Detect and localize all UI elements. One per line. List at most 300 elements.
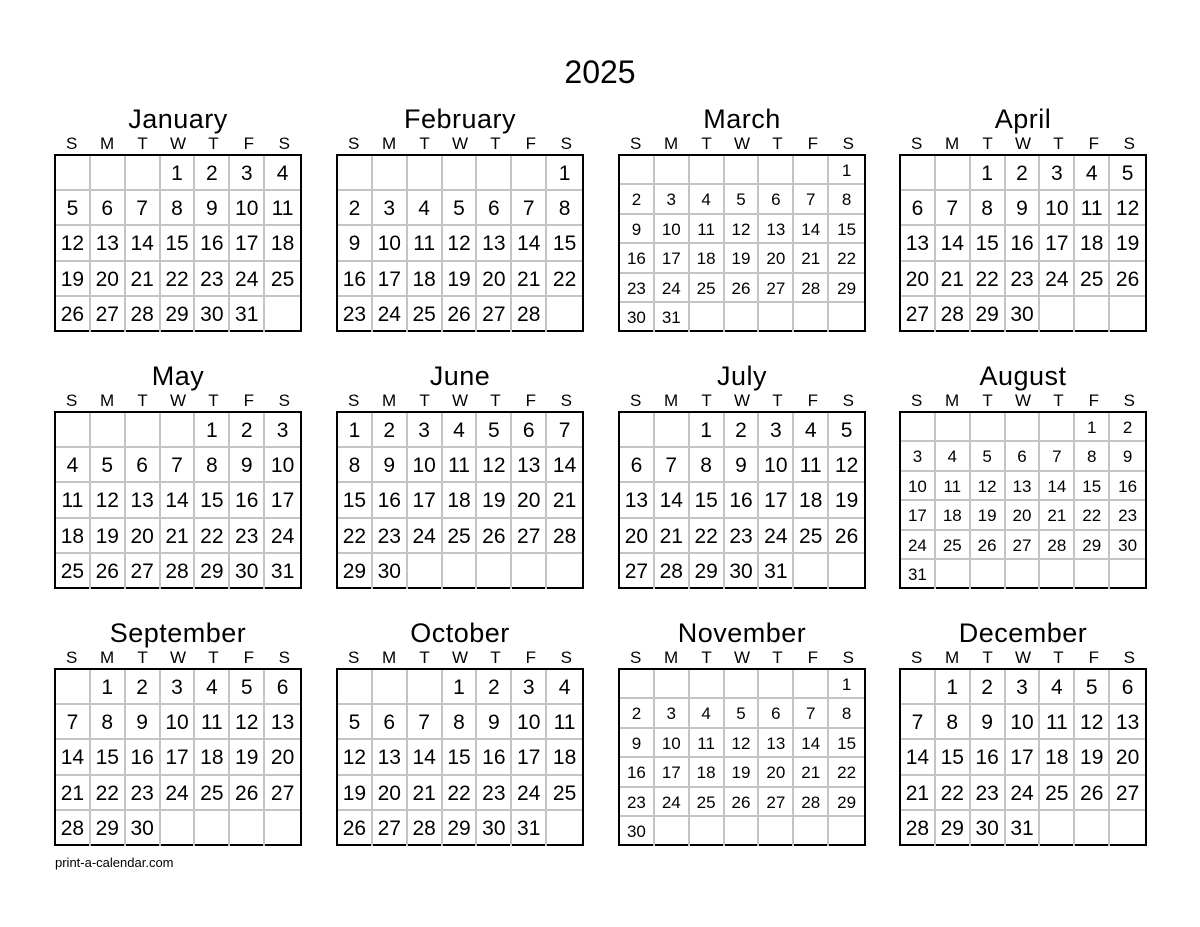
month-grid [54, 668, 302, 846]
day-cell: 13 [91, 226, 126, 261]
weekday-label: F [243, 391, 255, 410]
day-cell: 16 [620, 758, 655, 787]
day-cell: 11 [794, 448, 829, 483]
day-cell: 8 [547, 191, 582, 226]
day-cell: 17 [901, 501, 936, 530]
weekday-label: T [419, 648, 430, 667]
day-cell: 23 [230, 519, 265, 554]
empty-cell [901, 156, 936, 191]
day-cell: 24 [655, 788, 690, 817]
weekday-label: S [348, 391, 360, 410]
empty-cell [829, 554, 864, 589]
weekday-label: F [807, 391, 819, 410]
weekday-label: W [451, 391, 468, 410]
weekday-label: M [664, 391, 679, 410]
month-october [336, 618, 584, 846]
day-cell: 6 [759, 185, 794, 214]
empty-cell [829, 303, 864, 332]
empty-cell [725, 303, 760, 332]
day-cell: 28 [794, 274, 829, 303]
weekday-header [618, 134, 866, 154]
day-cell: 15 [338, 483, 373, 518]
day-cell: 3 [512, 670, 547, 705]
empty-cell [655, 156, 690, 185]
day-cell: 12 [971, 472, 1006, 501]
day-cell: 18 [794, 483, 829, 518]
day-cell: 28 [901, 811, 936, 846]
weekday-label: M [382, 648, 397, 667]
day-cell: 23 [620, 274, 655, 303]
day-cell: 7 [547, 413, 582, 448]
empty-cell [547, 297, 582, 332]
day-cell: 21 [126, 262, 161, 297]
day-cell: 25 [408, 297, 443, 332]
day-cell: 19 [829, 483, 864, 518]
day-cell: 27 [477, 297, 512, 332]
day-cell: 27 [1110, 776, 1145, 811]
footer-text: print-a-calendar.com [55, 855, 174, 870]
day-cell: 8 [829, 699, 864, 728]
day-cell: 3 [265, 413, 300, 448]
day-cell: 9 [477, 705, 512, 740]
empty-cell [408, 156, 443, 191]
weekday-label: T [701, 134, 712, 153]
empty-cell [1006, 560, 1041, 589]
day-cell: 6 [265, 670, 300, 705]
day-cell: 3 [901, 442, 936, 471]
weekday-label: T [982, 648, 993, 667]
day-cell: 24 [901, 531, 936, 560]
day-cell: 13 [477, 226, 512, 261]
day-cell: 2 [230, 413, 265, 448]
day-cell: 6 [620, 448, 655, 483]
day-cell: 23 [620, 788, 655, 817]
month-name: April [994, 104, 1052, 134]
day-cell: 19 [230, 740, 265, 775]
empty-cell [56, 413, 91, 448]
day-cell: 2 [620, 699, 655, 728]
day-cell: 30 [373, 554, 408, 589]
day-cell: 10 [901, 472, 936, 501]
weekday-label: S [842, 391, 854, 410]
day-cell: 18 [690, 244, 725, 273]
month-name: February [403, 104, 517, 134]
day-cell: 4 [1075, 156, 1110, 191]
day-cell: 22 [1075, 501, 1110, 530]
day-cell: 14 [794, 729, 829, 758]
day-cell: 7 [794, 185, 829, 214]
day-cell: 30 [126, 811, 161, 846]
day-cell: 28 [126, 297, 161, 332]
empty-cell [443, 554, 478, 589]
empty-cell [620, 156, 655, 185]
day-cell: 7 [161, 448, 196, 483]
weekday-label: T [772, 648, 783, 667]
day-cell: 3 [1040, 156, 1075, 191]
day-cell: 16 [195, 226, 230, 261]
weekday-label: F [807, 648, 819, 667]
day-cell: 20 [91, 262, 126, 297]
empty-cell [1110, 297, 1145, 332]
day-cell: 12 [725, 729, 760, 758]
weekday-label: W [733, 391, 750, 410]
day-cell: 24 [512, 776, 547, 811]
day-cell: 4 [56, 448, 91, 483]
day-cell: 5 [477, 413, 512, 448]
day-cell: 17 [373, 262, 408, 297]
day-cell: 21 [408, 776, 443, 811]
day-cell: 22 [971, 262, 1006, 297]
empty-cell [56, 670, 91, 705]
day-cell: 18 [936, 501, 971, 530]
day-cell: 5 [725, 185, 760, 214]
day-cell: 4 [195, 670, 230, 705]
day-cell: 20 [620, 519, 655, 554]
day-cell: 20 [759, 758, 794, 787]
weekday-label: S [278, 648, 290, 667]
day-cell: 2 [195, 156, 230, 191]
empty-cell [620, 670, 655, 699]
month-september [54, 618, 302, 846]
weekday-label: S [630, 648, 642, 667]
day-cell: 2 [1006, 156, 1041, 191]
day-cell: 17 [408, 483, 443, 518]
day-cell: 19 [1075, 740, 1110, 775]
day-cell: 12 [56, 226, 91, 261]
day-cell: 15 [195, 483, 230, 518]
month-grid [54, 154, 302, 332]
day-cell: 22 [829, 758, 864, 787]
day-cell: 25 [195, 776, 230, 811]
day-cell: 22 [690, 519, 725, 554]
day-cell: 8 [195, 448, 230, 483]
weekday-label: T [419, 134, 430, 153]
day-cell: 4 [547, 670, 582, 705]
day-cell: 25 [936, 531, 971, 560]
month-grid [899, 154, 1147, 332]
day-cell: 21 [547, 483, 582, 518]
weekday-label: T [701, 391, 712, 410]
month-grid [618, 668, 866, 846]
day-cell: 2 [1110, 413, 1145, 442]
weekday-label: S [66, 391, 78, 410]
day-cell: 21 [56, 776, 91, 811]
day-cell: 12 [230, 705, 265, 740]
day-cell: 9 [620, 215, 655, 244]
empty-cell [759, 670, 794, 699]
day-cell: 3 [655, 699, 690, 728]
day-cell: 15 [547, 226, 582, 261]
day-cell: 22 [547, 262, 582, 297]
weekday-label: S [630, 134, 642, 153]
day-cell: 8 [1075, 442, 1110, 471]
day-cell: 22 [829, 244, 864, 273]
day-cell: 20 [901, 262, 936, 297]
weekday-label: T [982, 391, 993, 410]
empty-cell [971, 413, 1006, 442]
month-june [336, 361, 584, 589]
day-cell: 15 [829, 215, 864, 244]
day-cell: 26 [725, 788, 760, 817]
day-cell: 18 [195, 740, 230, 775]
day-cell: 2 [620, 185, 655, 214]
day-cell: 16 [1006, 226, 1041, 261]
day-cell: 14 [56, 740, 91, 775]
day-cell: 24 [373, 297, 408, 332]
day-cell: 22 [195, 519, 230, 554]
day-cell: 25 [547, 776, 582, 811]
day-cell: 31 [655, 303, 690, 332]
weekday-header [54, 648, 302, 668]
day-cell: 6 [901, 191, 936, 226]
weekday-label: S [560, 391, 572, 410]
empty-cell [794, 156, 829, 185]
day-cell: 18 [408, 262, 443, 297]
day-cell: 25 [443, 519, 478, 554]
empty-cell [936, 560, 971, 589]
day-cell: 8 [690, 448, 725, 483]
day-cell: 25 [690, 274, 725, 303]
day-cell: 25 [56, 554, 91, 589]
day-cell: 1 [443, 670, 478, 705]
day-cell: 9 [373, 448, 408, 483]
day-cell: 23 [1006, 262, 1041, 297]
day-cell: 9 [126, 705, 161, 740]
day-cell: 2 [126, 670, 161, 705]
day-cell: 15 [443, 740, 478, 775]
day-cell: 31 [270, 559, 295, 583]
day-cell: 23 [195, 262, 230, 297]
empty-cell [759, 303, 794, 332]
day-cell: 29 [829, 274, 864, 303]
empty-cell [265, 811, 300, 846]
day-cell: 5 [1110, 156, 1145, 191]
day-cell: 10 [265, 448, 300, 483]
empty-cell [512, 156, 547, 191]
weekday-label: M [100, 648, 115, 667]
day-cell: 26 [1110, 262, 1145, 297]
day-cell: 6 [477, 191, 512, 226]
day-cell: 1 [936, 670, 971, 705]
day-cell: 24 [759, 519, 794, 554]
month-name: November [677, 618, 807, 648]
day-cell: 3 [655, 185, 690, 214]
day-cell: 19 [1110, 226, 1145, 261]
day-cell: 14 [547, 448, 582, 483]
day-cell: 6 [759, 699, 794, 728]
weekday-label: T [419, 391, 430, 410]
day-cell: 13 [1110, 705, 1145, 740]
day-cell: 28 [794, 788, 829, 817]
day-cell: 3 [408, 413, 443, 448]
month-july [618, 361, 866, 589]
weekday-label: S [560, 648, 572, 667]
day-cell: 29 [936, 811, 971, 846]
day-cell: 26 [338, 811, 373, 846]
day-cell: 26 [829, 519, 864, 554]
day-cell: 14 [655, 483, 690, 518]
day-cell: 17 [161, 740, 196, 775]
empty-cell [338, 670, 373, 705]
weekday-label: M [945, 391, 960, 410]
weekday-header [336, 648, 584, 668]
day-cell: 28 [408, 811, 443, 846]
month-grid [899, 411, 1147, 589]
day-cell: 17 [265, 483, 300, 518]
day-cell: 24 [408, 519, 443, 554]
empty-cell [1075, 560, 1110, 589]
day-cell: 13 [620, 483, 655, 518]
day-cell: 16 [373, 483, 408, 518]
day-cell: 25 [265, 262, 300, 297]
day-cell: 16 [620, 244, 655, 273]
day-cell: 20 [1110, 740, 1145, 775]
empty-cell [512, 554, 547, 589]
day-cell: 29 [195, 554, 230, 589]
day-cell: 21 [1040, 501, 1075, 530]
day-cell: 11 [195, 705, 230, 740]
day-cell: 18 [443, 483, 478, 518]
day-cell: 30 [477, 811, 512, 846]
day-cell: 29 [91, 811, 126, 846]
day-cell: 9 [1006, 191, 1041, 226]
empty-cell [1040, 560, 1075, 589]
empty-cell [690, 670, 725, 699]
day-cell: 11 [936, 472, 971, 501]
weekday-label: W [733, 134, 750, 153]
weekday-label: M [945, 134, 960, 153]
empty-cell [725, 670, 760, 699]
weekday-label: S [348, 648, 360, 667]
day-cell: 11 [1040, 705, 1075, 740]
day-cell: 28 [161, 554, 196, 589]
weekday-header [618, 648, 866, 668]
day-cell: 1 [1075, 413, 1110, 442]
day-cell: 11 [690, 729, 725, 758]
weekday-label: T [208, 648, 219, 667]
weekday-label: F [1088, 391, 1100, 410]
day-cell: 18 [1075, 226, 1110, 261]
weekday-label: T [701, 648, 712, 667]
day-cell: 24 [265, 519, 300, 554]
day-cell: 22 [338, 519, 373, 554]
empty-cell [1110, 811, 1145, 846]
empty-cell [1006, 413, 1041, 442]
empty-cell [195, 811, 230, 846]
day-cell: 14 [901, 740, 936, 775]
day-cell: 20 [1006, 501, 1041, 530]
weekday-label: T [772, 134, 783, 153]
day-cell: 30 [1110, 531, 1145, 560]
weekday-label: T [1053, 648, 1064, 667]
month-grid [336, 154, 584, 332]
day-cell: 7 [1040, 442, 1075, 471]
day-cell: 12 [725, 215, 760, 244]
empty-cell [443, 156, 478, 191]
day-cell: 23 [373, 519, 408, 554]
weekday-label: T [982, 134, 993, 153]
day-cell: 21 [901, 776, 936, 811]
day-cell: 16 [126, 740, 161, 775]
day-cell: 5 [971, 442, 1006, 471]
weekday-label: F [1088, 648, 1100, 667]
day-cell: 28 [1040, 531, 1075, 560]
empty-cell [161, 413, 196, 448]
day-cell: 22 [936, 776, 971, 811]
day-cell: 12 [1075, 705, 1110, 740]
weekday-label: S [842, 134, 854, 153]
empty-cell [655, 817, 690, 846]
day-cell: 5 [725, 699, 760, 728]
day-cell: 29 [690, 554, 725, 589]
day-cell: 27 [512, 519, 547, 554]
day-cell: 7 [56, 705, 91, 740]
day-cell: 17 [1006, 740, 1041, 775]
day-cell: 19 [725, 244, 760, 273]
weekday-header [336, 391, 584, 411]
day-cell: 27 [126, 554, 161, 589]
day-cell: 4 [936, 442, 971, 471]
day-cell: 23 [1110, 501, 1145, 530]
day-cell: 22 [91, 776, 126, 811]
day-cell: 12 [443, 226, 478, 261]
day-cell: 20 [265, 740, 300, 775]
day-cell: 2 [373, 413, 408, 448]
day-cell: 4 [690, 699, 725, 728]
empty-cell [794, 554, 829, 589]
day-cell: 12 [477, 448, 512, 483]
month-march [618, 104, 866, 332]
month-grid [899, 668, 1147, 846]
day-cell: 31 [1006, 811, 1041, 846]
day-cell: 12 [1110, 191, 1145, 226]
day-cell: 9 [1110, 442, 1145, 471]
day-cell: 28 [655, 554, 690, 589]
empty-cell [477, 156, 512, 191]
weekday-header [54, 391, 302, 411]
day-cell: 27 [901, 297, 936, 332]
day-cell: 13 [126, 483, 161, 518]
day-cell: 26 [477, 519, 512, 554]
day-cell: 16 [230, 483, 265, 518]
weekday-label: S [911, 648, 923, 667]
day-cell: 17 [1040, 226, 1075, 261]
day-cell: 10 [655, 215, 690, 244]
weekday-label: M [382, 391, 397, 410]
day-cell: 13 [1006, 472, 1041, 501]
day-cell: 15 [829, 729, 864, 758]
day-cell: 23 [725, 519, 760, 554]
day-cell: 21 [512, 262, 547, 297]
weekday-label: S [278, 391, 290, 410]
day-cell: 12 [829, 448, 864, 483]
day-cell: 24 [655, 274, 690, 303]
empty-cell [936, 413, 971, 442]
day-cell: 4 [443, 413, 478, 448]
weekday-header [899, 648, 1147, 668]
month-grid [618, 154, 866, 332]
day-cell: 19 [725, 758, 760, 787]
day-cell: 9 [620, 729, 655, 758]
weekday-label: T [772, 391, 783, 410]
weekday-label: W [1014, 648, 1031, 667]
month-name: October [410, 618, 510, 648]
day-cell: 14 [161, 483, 196, 518]
day-cell: 8 [91, 705, 126, 740]
weekday-header [336, 134, 584, 154]
day-cell: 15 [971, 226, 1006, 261]
month-grid [336, 411, 584, 589]
